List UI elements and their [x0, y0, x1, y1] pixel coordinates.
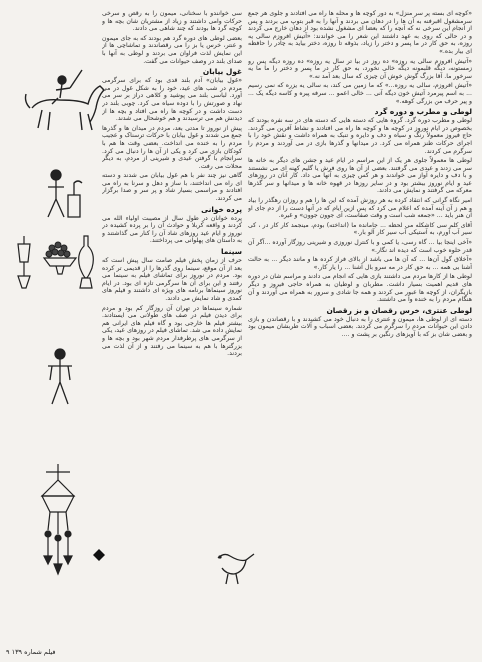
horse-rider-illustration — [20, 60, 110, 135]
paragraph: پرده خوانان در طول سال از مصیبت اولیاء الله می کردند و واقعه کربلا و حوادث آن را بر پرده کشیده در نوروز و ایام عید روزهای شاد آن را کنار می گذاشتند و به داستان های پهلوانی می پرداختند. — [102, 214, 242, 245]
paragraph: «آتیش افروزم، سالی یه روزه...» که ما زمین می کند، به سالی یه یزره که نمی رسیم ... به اسم پیرمرد آتیش خون دیگه آنی ... خالی اعمو ... سرفه پیره و کاسه دیگه یک ... و پیر حرف من بزرگی کوهه.» — [248, 82, 472, 105]
paragraph: امیر نگاه گرانی که انتقاد کرده به هر روزش آمده که این ها را هم و روزان رهگذر را بیاد و هم ز آن آینه آمده که اعلام می کرد که پس ازین ایام که در آنها دست را از دم جای او آن هنر باید ... «جمعه شب است و وقت صفاست، آی جوون جوون» و غیره. — [248, 197, 472, 220]
paragraph: بعضی لوطی های دوره گرد هم بودند که به جای میمون و عنتر، خرس یا بز را می رقصاندند و تماشاچی ها از این نمایش لذت فراوان می بردند و لوطی به آنها با صدای بلند در وصف حیوانات می گفت. — [102, 34, 242, 65]
magazine-name: فیلم شماره ۱۳۹ — [11, 648, 56, 656]
diamond-ornament-icon — [92, 548, 106, 562]
lamp-illustration — [12, 232, 36, 292]
paragraph: لوطی و مطرب دوره گرد. گروه هایی که دسته هایی که دسته های در سه نفره بودند که بخصوص در ایام نوروز در کوچه ها و کوچه ها راه می افتادند و نشاط آفرین می گردند. حاج فیروز معمولاً رنگ و سیاه و دف و دایره و تنبک به همراه داشت و نقش خود را با اجرای حرکات طنز همراه می کرد. در میدانها و گذرها بازی در می آوردند و مردم را سرگرم می کردند. — [248, 117, 472, 155]
section-heading: غول بیابان — [202, 67, 242, 77]
paragraph: آقای کلم سی کاشکله می لحظه ... جامانده ما (انداخته) بودم، مینجمد کار کار در ، کی سیر آب آورم، به آستیکی آب سیر کار آلو بار.» — [248, 221, 472, 237]
right-text-column — [248, 10, 472, 642]
paragraph: لوطی ها از کارها مردم می داشتند بازی هایی که انجام می دادند و مراسم شان در دوره های قدیم اهمیت بسیار داشت. مطربان و لوطیان به همراه حاجی فیروز و دیگر بازیگران، از کوچه ها عبور می کردند و همه جا شادی و سرور به همراه می آوردند و آن هنگام مردم را به خنده وا می داشتند. — [248, 273, 472, 304]
section-heading: سینما — [220, 247, 242, 257]
paragraph: پیش از نوروز تا مدتی بعد، مردم در میدان ها و گذرها جمع می شدند و غول بیابان با حرکات ترسناک و عجیب مردم را به خنده می انداخت. بعضی وقت ها هم با کودکان بازی می کرد و یکی از آن ها را دنبال می کرد. سرانجام با گرفتن عیدی و شیرینی از مردم، به دیگر محلات می رفت. — [102, 124, 242, 170]
paragraph: «آخلاق گول آن‌ها ... که آن ها می باشد از بالای فراز کرده ها و مانند دیگر ... به حالت آشنا بی همه ... به حق کار در مه سرو بال آشنا ... را یار کار.» — [248, 256, 472, 271]
section-heading: لوطی عنتری، خرس رقصان و بز رقصان — [326, 305, 472, 315]
paragraph: «غول بیابان» آدم بلند قدی بود که برای سرگرمی مردم در شب های عید، خود را به شکل غول در می آورد. لباسی بلند می پوشید و کلاهی دراز بر سر می نهاد و صورتش را با دوده سیاه می کرد. چوبی بلند در دست داشت و در کوچه ها راه می افتاد و بچه ها از دیدنش هم می ترسیدند و هم خوشحال می شدند. — [102, 77, 242, 123]
seated-man-illustration — [38, 165, 88, 225]
vase-illustration — [74, 232, 98, 292]
paragraph: سی خوانندو با سخنانی، میمون را به رقص و سرخی حرکات وامی داشتند و زیاد از مشتریان شان بچه ها و کوچه گرد ها بودند که چند شاهی می دادند. — [102, 10, 242, 33]
section-heading: پرده خوانی — [201, 204, 242, 214]
paragraph: لوطی ها معمولاً جلوی هر یک از این مراسم در ایام عید و جشن های دیگر به خانه ها سر می زدند و عیدی می گرفتند. بعضی از آن ها روی فرش یا گلیم کهنه ای می نشستند و با دف و دایره آواز می خواندند و هر کس چیزی به آنها می داد. کار آنان در روزهای عید و ایام نوروز بیشتر بود و در سایر روزها در قهوه خانه ها و میدانها و سر گذرها معرکه می گرفتند و نمایش می دادند. — [248, 157, 472, 195]
paragraph: شماره سینماها در تهران آن روزگار کم بود و مردم برای دیدن فیلم در صف های طولانی می ایستادند. بیشتر فیلم ها خارجی بود و گاه فیلم های ایرانی هم نمایش داده می شد. تماشای فیلم در روزهای عید، یکی از سرگرمی های پرطرفدار مردم شهر بود و بچه ها و بزرگترها با هم به سینما می رفتند و از آن لذت می بردند. — [102, 304, 242, 358]
paragraph: «کوچه ای بسته پر سر منزل» به دور کوچه ها و محله ها راه می افتادند و جلوی هر جمع سرمشغول اقبرفنه به آن ها را در دهان می بردند و آنها را به قبر بتوپ می بردند و پس از انجام این سرخی نه که آنچه را که بعضا ای مشغول نشده بود از دهان خارج می کردند و در حالی که روی به عهد داشتند این شعر را می خواندند: «آتیش افروزم سالی یه روزه، به حق کار در ما پسر و دختر را زیاد، بذوقه تا روزه، دختر بیاید به چادر را حافظه ای بیار بده.» — [248, 10, 472, 55]
section-heading: لوطی و مطرب و دوره گرد — [374, 107, 472, 117]
ornamental-pendant-illustration — [28, 460, 88, 580]
paragraph: دسته ای از لوطی ها، میمون و عنتری را به دنبال خود می کشیدند و با رقصاندن و بازی دادن این حیوانات مردم را سرگرم می کردند. بعضی اسباب و آلات طربشان میمون بود و بعضی شان بز که با آویزهای رنگین بر پشت و .... — [248, 315, 472, 338]
paragraph: «آتیش افروزم سالی یه روزه» ده روز در بیا تر سال یه روزه» ده روزه دیگه پس رو زمستونه، دیگه قلبمونه دیگه خالی نخورد، به حق کار در ما پسر و دختر را ما ما یه سرخور ما. آقا بزرگ گوش خوش آن چیزی که سال بعد آمد نه.» — [248, 57, 472, 80]
paragraph: گاهی نیز چند نفر با هم غول بیابان می شدند و دسته ای راه می انداختند، با ساز و دهل و سرنا به راه می افتادند و مراسمی بسیار شاد و پر سر و صدا برگزار می کردند. — [102, 172, 242, 203]
standing-figure-illustration — [40, 346, 80, 408]
page-footer — [6, 648, 55, 656]
paragraph: «آخی اینجا بیا ... گاه رسی، یا کمی و با کنترل نوروزی و شیرینی روزگار آورده ...آگر آن قدر حلوه خوب است که دیده اند نگار.» — [248, 239, 472, 254]
page-number: ۹ — [6, 648, 10, 656]
bird-illustration — [210, 538, 260, 588]
paragraph: حرف از زمان پخش فیلم صامت سال پیش است که بعد از آن موقع، سینما روی گذرها را از قدیمی تر کرده بود. مردم در نوروز برای تماشای فیلم به سینما می رفتند و این برای آن ها سرگرمی تازه ای بود. در ایام نوروز سینماها برنامه های ویژه ای داشتند و فیلم های کمدی و شاد نمایش می دادند. — [102, 257, 242, 302]
